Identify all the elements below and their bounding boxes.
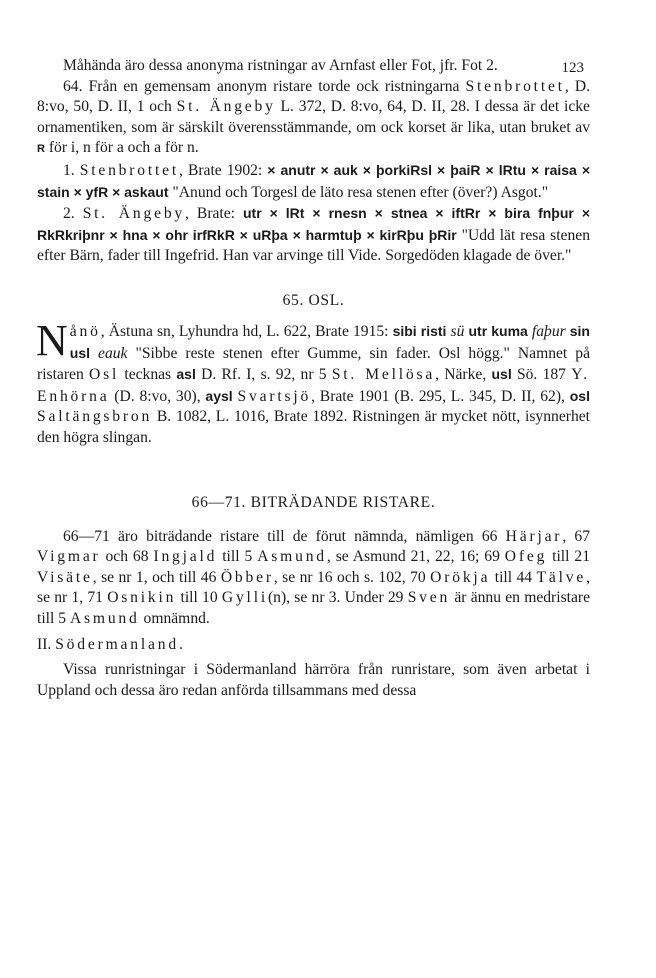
s65-text1: , Ästuna sn, Lyhundra hd, L. 622, Brate 1915: xyxy=(100,322,393,340)
s66-text7: , se nr 1, och till 46 xyxy=(92,568,221,586)
p64-text-a: 64. Från en gemensam anonym ristare torde ock ristningarna xyxy=(63,77,466,95)
s65-text7: (D. 8:vo, 30), xyxy=(109,387,206,405)
s66-osnikin: Osnikin xyxy=(107,589,177,607)
p64-text-b: , D. 8:vo, 50, D. II, 1 och xyxy=(37,77,590,116)
item2-ref: , Brate: xyxy=(185,205,243,223)
s65-saltang: Saltängsbron xyxy=(37,408,153,426)
s66-vigmar: Vigmar xyxy=(37,548,101,566)
item2-runes: utr × lRt × rnesn × stnea × iftRr × bira fnþur × RkRkriþnr × hna × ohr irfRkR × uRþa × harmtuþ × kirRþu þRir xyxy=(37,205,590,243)
s66-text14: omnämnd. xyxy=(139,609,210,627)
s66-gylli: Gylli xyxy=(221,589,268,607)
s66-text10: , se nr 1, 71 xyxy=(37,568,590,607)
s66-sven: Sven xyxy=(407,589,451,607)
s65-aysl: aysl xyxy=(205,387,233,404)
p64-place-stenbrottet: Stenbrottet xyxy=(465,77,565,95)
s66-text8: , se nr 16 och s. 102, 70 xyxy=(273,568,431,586)
s65-text4: D. Rf. I, s. 92, nr 5 xyxy=(195,366,332,384)
item1-runes: × anutr × auk × þorkiRsl × þaiR × lRtu × raisa × stain × yfR × askaut xyxy=(37,161,591,200)
s66-asmund2: Asmund xyxy=(69,609,140,627)
paragraph-sodermanland: Vissa runristningar i Södermanland härröra från runristare, som även arbetat i Uppland och dessa äro redan anförda tillsammans med dessa xyxy=(37,661,590,699)
p64-text-d: för i, n för a och a för n. xyxy=(44,139,199,157)
s65-text9: B. 1082, L. 1016, Brate 1892. Ristningen är mycket nött, isynnerhet den högra slingan. xyxy=(37,408,590,446)
s66-text4: till 5 xyxy=(217,548,258,566)
s65-runes2: utr kuma xyxy=(468,322,528,339)
item2-translation: "Udd lät resa stenen efter Bärn, fader till Ingefrid. Han var arvinge till Vide. Sorgedöden klagade de över." xyxy=(37,226,590,265)
paragraph-65 xyxy=(36,315,590,449)
item1-ref: , Brate 1902: xyxy=(179,161,268,179)
s65-runes2c: sin usl xyxy=(69,322,590,361)
s65-runes1: sibi risti xyxy=(392,322,447,339)
p64-rune-r: R xyxy=(37,143,45,156)
s66-text12: (n), se nr 3. Under 29 xyxy=(267,589,408,607)
s2-heading-num: II. xyxy=(37,636,56,654)
s65-text3: tecknas xyxy=(119,366,177,384)
item1-num: 1. xyxy=(63,161,80,179)
s65-osl2: osl xyxy=(569,387,590,404)
s66-text2: , 67 xyxy=(562,527,590,545)
s66-text3: och 68 xyxy=(100,548,154,566)
s65-svartsjo: Svartsjö xyxy=(237,387,312,405)
s65-text6: Sö. 187 xyxy=(511,366,572,384)
s65-usl: usl xyxy=(491,366,512,383)
s65-runes2d: eauk xyxy=(90,344,128,362)
s66-text1: 66—71 äro biträdande ristare till de förut nämnda, nämligen 66 xyxy=(63,527,506,545)
s65-mellosa: St. Mellösa xyxy=(331,366,436,384)
s65-runes1b: sü xyxy=(446,322,465,340)
section-65-heading: 65. OSL. xyxy=(282,291,345,309)
paragraph-64-item1 xyxy=(37,160,590,203)
s66-harjar: Härjar xyxy=(505,527,563,545)
s65-runes2b: faþur xyxy=(527,322,566,340)
s2-heading-title: Södermanland. xyxy=(55,636,186,654)
paragraph-intro: Måhända äro dessa anonyma ristningar av Arnfast eller Fot, jfr. Fot 2. xyxy=(63,57,498,74)
section-66-heading: 66—71. BITRÄDANDE RISTARE. xyxy=(191,493,436,511)
s66-orokja: Orökja xyxy=(430,568,491,586)
s65-enhorna: Y. Enhörna xyxy=(37,366,590,405)
s65-osl: Osl xyxy=(89,366,120,384)
paragraph-64 xyxy=(37,77,590,160)
s66-visate: Visäte xyxy=(37,568,93,586)
item1-translation: "Anund och Torgesl de läto resa stenen efter (över?) Asgot." xyxy=(168,183,549,201)
s66-ofeg: Ofeg xyxy=(504,548,548,566)
s66-text13: är ännu en medristare till 5 xyxy=(37,589,591,627)
s66-text6: till 21 xyxy=(547,548,590,566)
item2-num: 2. xyxy=(63,205,83,223)
item1-place: Stenbrottet xyxy=(79,161,180,179)
page-number: 123 xyxy=(561,60,584,76)
s65-text2: "Sibbe reste stenen efter Gumme, sin fader. Osl högg." Namnet på ristaren xyxy=(37,344,590,384)
s66-talve: Tälve xyxy=(536,568,587,586)
page-body xyxy=(37,56,590,701)
s66-ober: Öbber xyxy=(220,568,274,586)
section-2-heading xyxy=(37,635,590,656)
paragraph-66 xyxy=(37,527,590,630)
s66-text11: till 10 xyxy=(176,589,222,607)
s65-text8: , Brate 1901 (B. 295, L. 345, D. II, 62), xyxy=(311,387,570,405)
s65-asl: asl xyxy=(176,366,196,383)
s66-text5: , se Asmund 21, 22, 16; 69 xyxy=(326,548,505,566)
item2-place: St. Ängeby xyxy=(82,205,186,223)
p64-text-c: L. 372, D. 8:vo, 64, D. II, 28. I dessa är det icke ornamentiken, som är särskilt överensstämmande, om ock korset är lika, utan bruket av xyxy=(37,98,590,136)
paragraph-64-item2 xyxy=(37,203,590,267)
dropcap-n: N xyxy=(36,315,68,365)
s65-place: ånö xyxy=(69,322,101,340)
s65-text5: , Närke, xyxy=(435,366,492,384)
s66-asmund1: Asmund xyxy=(257,548,327,566)
s66-ingjald: Ingjald xyxy=(153,548,218,566)
s66-text9: till 44 xyxy=(490,568,537,586)
p64-place-angeby: St. Ängeby xyxy=(176,98,276,116)
